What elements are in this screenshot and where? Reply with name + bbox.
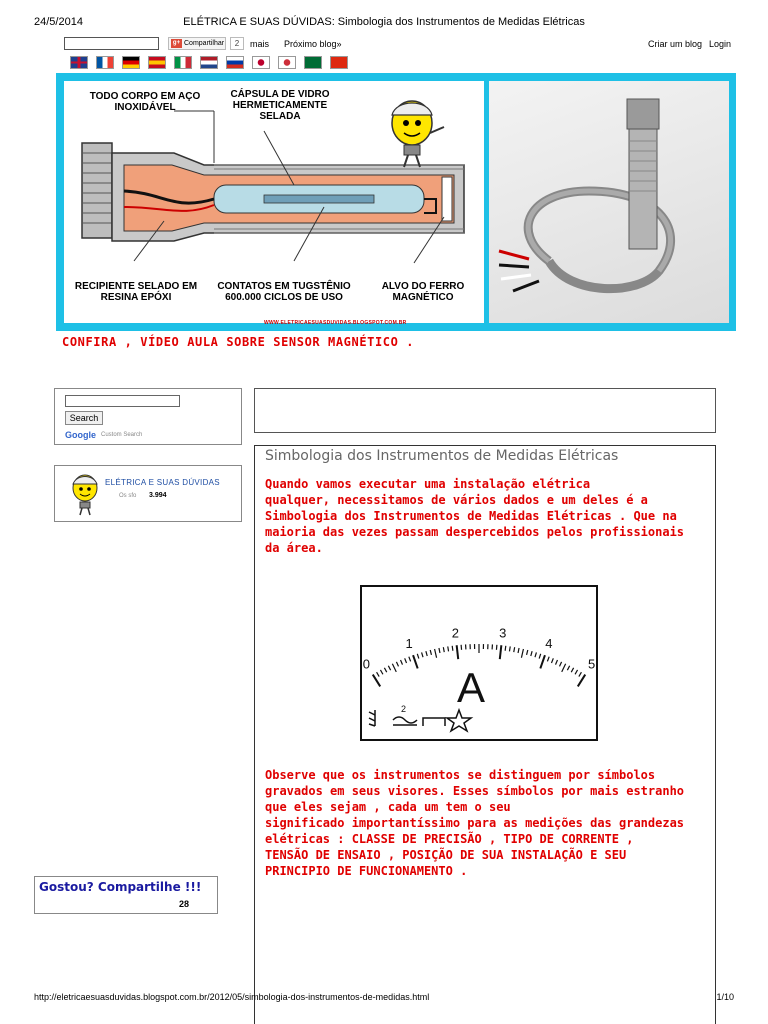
sidebar-search-widget [54, 388, 242, 445]
meter-scale-label: 3 [499, 625, 507, 641]
label-body: TODO CORPO EM AÇO INOXIDÁVEL [89, 91, 201, 113]
mascot-icon [382, 93, 446, 169]
flag-chinese-icon[interactable] [330, 56, 348, 69]
share-widget-count: 28 [179, 899, 190, 909]
label-capsule: CÁPSULA DE VIDRO HERMETICAMENTE SELADA [230, 89, 330, 122]
meter-scale-label: 1 [405, 635, 413, 651]
label-container: RECIPIENTE SELADO EM RESINA EPÓXI [74, 281, 198, 303]
custom-search-label: Custom Search [101, 432, 143, 438]
meter-tick [505, 646, 506, 651]
post-body [254, 445, 716, 1024]
post-intro: Quando vamos executar uma instalação elétrica qualquer, necessitamos de vários dados e um deles é a Simbologia dos Instrumentos de Medidas Elétricas . Que na maioria das vezes passam despercebidos pelos profissionais da área. [265, 477, 685, 555]
flag-italian-icon[interactable] [174, 56, 192, 69]
next-blog-link[interactable]: Próximo blog» [284, 39, 342, 49]
footer-page-number: 1/10 [716, 992, 734, 1002]
visits-label: Os sfo [119, 493, 137, 499]
flag-korean-icon[interactable] [278, 56, 296, 69]
create-blog-link[interactable]: Criar um blog [648, 39, 703, 49]
sensor-photo [489, 81, 729, 323]
post-title[interactable]: Simbologia dos Instrumentos de Medidas Elétricas [265, 448, 619, 464]
meter-unit: A [456, 664, 486, 711]
navbar-search-input[interactable] [64, 37, 159, 50]
share-title: Gostou? Compartilhe !!! [39, 880, 202, 894]
print-header [0, 16, 768, 32]
google-logo: Google [65, 430, 96, 440]
flag-english-icon[interactable] [70, 56, 88, 69]
sidebar-search-button[interactable]: Search [65, 411, 103, 425]
sidebar-search-input[interactable] [65, 395, 180, 407]
sensor-photo-illustration [489, 81, 729, 323]
flag-spanish-icon[interactable] [148, 56, 166, 69]
flag-russian-icon[interactable] [226, 56, 244, 69]
flag-german-icon[interactable] [122, 56, 140, 69]
banner-url: WWW.ELETRICAESUASDUVIDAS.BLOGSPOT.COM.BR [264, 320, 407, 326]
profile-name-link[interactable]: ELÉTRICA E SUAS DÚVIDAS [105, 478, 220, 487]
login-link[interactable]: Login [709, 39, 732, 49]
class-mark: 2 [401, 704, 407, 714]
meter-scale-label: 0 [362, 656, 371, 672]
ammeter-dial-illustration [359, 584, 599, 742]
share-count: 2 [230, 37, 244, 50]
gplus-icon: g+ [172, 39, 181, 46]
print-date: 24/5/2014 [34, 16, 83, 28]
flag-french-icon[interactable] [96, 56, 114, 69]
meter-tick [452, 646, 453, 651]
video-promo-link[interactable]: CONFIRA , VÍDEO AULA SOBRE SENSOR MAGNÉTICO . [62, 335, 415, 349]
sidebar-profile-widget [54, 465, 242, 522]
sensor-diagram [64, 81, 484, 323]
more-link[interactable]: mais [250, 39, 270, 49]
meter-scale-label: 4 [545, 635, 553, 651]
footer-url: http://eletricaesuasduvidas.blogspot.com.br/2012/05/simbologia-dos-instrumentos-de-medidas.html [34, 992, 430, 1002]
post-body-text: Observe que os instrumentos se distinguem por símbolos gravados em seus visores. Esses símbolos por mais estranho que eles sejam , cada um tem o seu significado importantíssimo para as medições das grandezas elétricas : CLASSE DE PRECISÃO , TIPO DE CORRENTE , TENSÃO DE ENSAIO , POSIÇÃO DE SUA INSTALAÇÃO E SEU PRINCIPIO DE FUNCIONAMENTO . [265, 768, 685, 878]
label-target: ALVO DO FERRO MAGNÉTICO [381, 281, 465, 303]
meter-tick [448, 646, 449, 651]
print-footer [0, 992, 768, 1006]
meter-scale-label: 5 [587, 656, 596, 672]
top-ad-box [254, 388, 716, 433]
flag-japanese-icon[interactable] [252, 56, 270, 69]
share-widget [34, 876, 218, 914]
print-title: ELÉTRICA E SUAS DÚVIDAS: Simbologia dos Instrumentos de Medidas Elétricas [183, 16, 585, 28]
meter-scale-label: 2 [451, 625, 459, 641]
flag-dutch-icon[interactable] [200, 56, 218, 69]
gplus-share-button[interactable]: g+ Compartilhar [168, 37, 226, 50]
flag-arabic-icon[interactable] [304, 56, 322, 69]
label-contacts: CONTATOS EM TUGSTÊNIO 600.000 CICLOS DE USO [217, 281, 351, 303]
meter-tick [509, 646, 510, 651]
avatar[interactable] [69, 472, 103, 516]
header-banner [56, 73, 736, 331]
visits-count: 3.994 [149, 492, 167, 499]
blogger-navbar [60, 36, 735, 54]
